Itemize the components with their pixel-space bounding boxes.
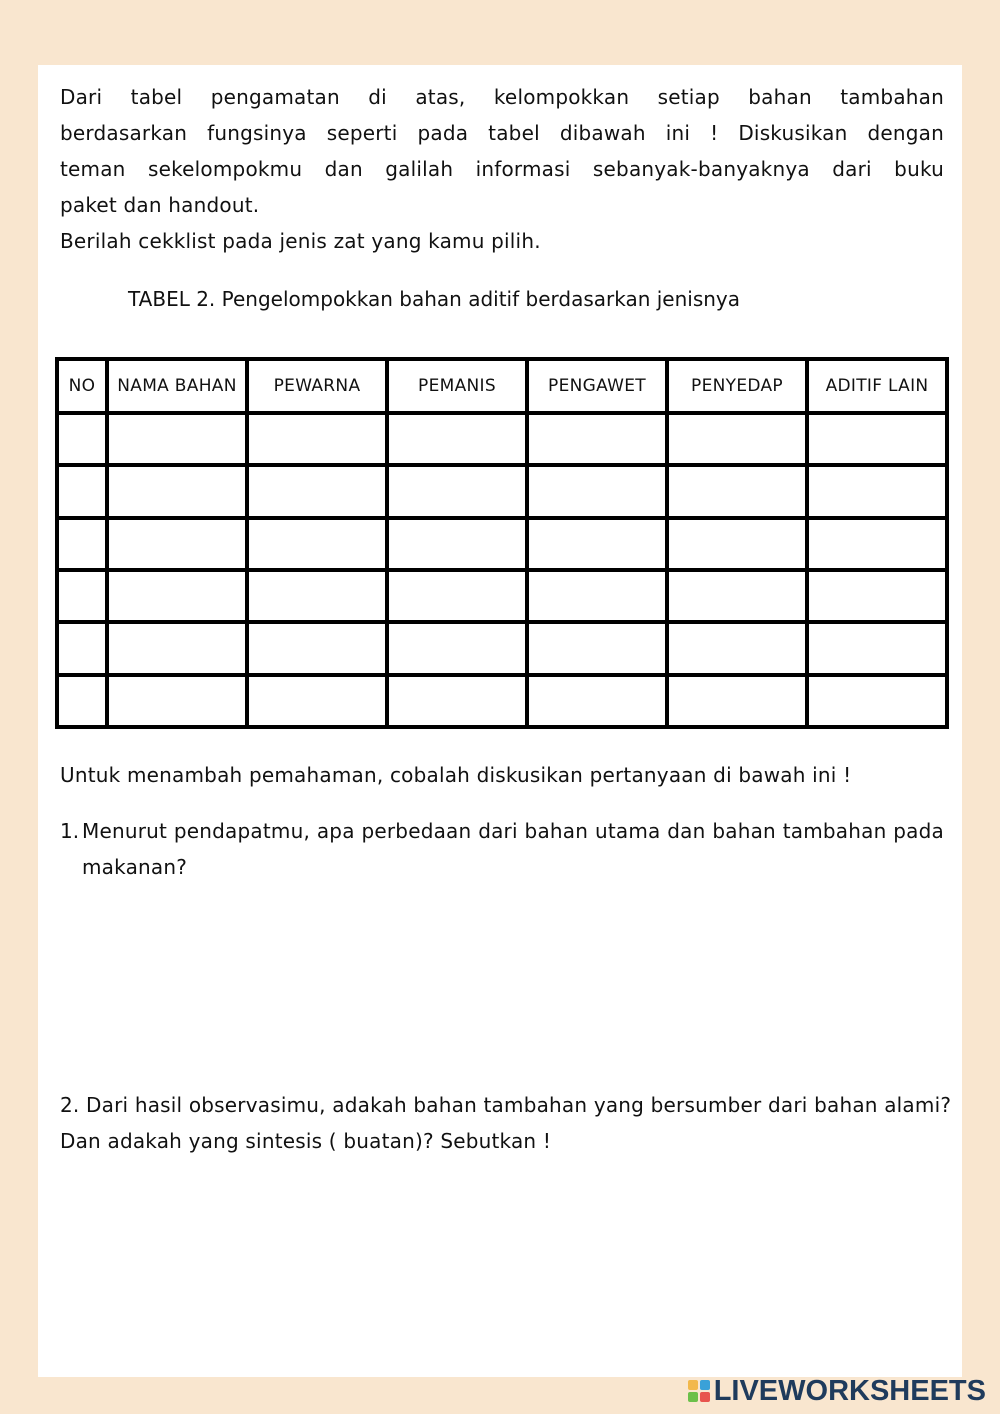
- checklist-instruction: Berilah cekklist pada jenis zat yang kamu pilih.: [60, 229, 541, 253]
- table-cell[interactable]: [107, 518, 247, 570]
- table-cell[interactable]: [387, 570, 527, 622]
- intro-line: paket dan handout.: [60, 193, 260, 217]
- table-cell[interactable]: [807, 413, 947, 465]
- logo-square: [700, 1380, 710, 1390]
- table-cell[interactable]: [667, 675, 807, 727]
- table-row: [57, 675, 947, 727]
- header-nama-bahan: NAMA BAHAN: [107, 359, 247, 413]
- table-cell[interactable]: [107, 413, 247, 465]
- table-cell[interactable]: [807, 518, 947, 570]
- table-cell[interactable]: [247, 465, 387, 517]
- table-cell[interactable]: [247, 570, 387, 622]
- table-cell[interactable]: [57, 622, 107, 674]
- table-cell[interactable]: [57, 465, 107, 517]
- discussion-intro: Untuk menambah pemahaman, cobalah diskusikan pertanyaan di bawah ini !: [60, 763, 852, 787]
- table-row: [57, 622, 947, 674]
- logo-square: [700, 1392, 710, 1402]
- table-cell[interactable]: [107, 675, 247, 727]
- table-cell[interactable]: [807, 622, 947, 674]
- intro-line: teman sekelompokmu dan galilah informasi sebanyak-banyaknya dari buku: [60, 157, 944, 181]
- intro-line: Dari tabel pengamatan di atas, kelompokkan setiap bahan tambahan: [60, 85, 944, 109]
- table-cell[interactable]: [247, 675, 387, 727]
- table-cell[interactable]: [247, 518, 387, 570]
- header-no: NO: [57, 359, 107, 413]
- table-row: [57, 413, 947, 465]
- question-2-text: 2. Dari hasil observasimu, adakah bahan tambahan yang bersumber dari bahan alami? Dan adakah yang sintesis ( buatan)? Sebutkan !: [60, 1093, 952, 1153]
- table-cell[interactable]: [57, 413, 107, 465]
- table-cell[interactable]: [667, 570, 807, 622]
- intro-paragraph: [60, 79, 944, 223]
- table-cell[interactable]: [667, 518, 807, 570]
- table-cell[interactable]: [527, 518, 667, 570]
- table-cell[interactable]: [807, 570, 947, 622]
- table-cell[interactable]: [527, 570, 667, 622]
- table-cell[interactable]: [527, 465, 667, 517]
- table-caption: TABEL 2. Pengelompokkan bahan aditif berdasarkan jenisnya: [128, 287, 741, 311]
- liveworksheets-logo-icon: [688, 1380, 710, 1402]
- header-pemanis: PEMANIS: [387, 359, 527, 413]
- table-cell[interactable]: [57, 570, 107, 622]
- table-cell[interactable]: [807, 465, 947, 517]
- table-cell[interactable]: [527, 413, 667, 465]
- table-cell[interactable]: [527, 622, 667, 674]
- table-cell[interactable]: [247, 413, 387, 465]
- table-cell[interactable]: [387, 413, 527, 465]
- question-1-number: 1.: [60, 819, 80, 843]
- worksheet-page: [38, 65, 962, 1377]
- additive-classification-table: [55, 357, 949, 729]
- table-cell[interactable]: [667, 622, 807, 674]
- table-cell[interactable]: [107, 622, 247, 674]
- intro-line: berdasarkan fungsinya seperti pada tabel dibawah ini ! Diskusikan dengan: [60, 121, 944, 145]
- table-cell[interactable]: [667, 465, 807, 517]
- header-aditif-lain: ADITIF LAIN: [807, 359, 947, 413]
- table-row: [57, 570, 947, 622]
- watermark-text: LIVEWORKSHEETS: [713, 1374, 986, 1407]
- table-cell[interactable]: [387, 622, 527, 674]
- table-cell[interactable]: [247, 622, 387, 674]
- table-cell[interactable]: [57, 675, 107, 727]
- table-header-row: [57, 359, 947, 413]
- logo-square: [688, 1380, 698, 1390]
- table-cell[interactable]: [107, 465, 247, 517]
- table-cell[interactable]: [807, 675, 947, 727]
- logo-square: [688, 1392, 698, 1402]
- table-cell[interactable]: [527, 675, 667, 727]
- table-row: [57, 518, 947, 570]
- header-pewarna: PEWARNA: [247, 359, 387, 413]
- liveworksheets-watermark: [688, 1374, 986, 1408]
- question-1-text: Menurut pendapatmu, apa perbedaan dari bahan utama dan bahan tambahan pada makanan?: [82, 819, 944, 879]
- header-penyedap: PENYEDAP: [667, 359, 807, 413]
- table-cell[interactable]: [387, 518, 527, 570]
- table-cell[interactable]: [57, 518, 107, 570]
- table-cell[interactable]: [387, 675, 527, 727]
- table-cell[interactable]: [387, 465, 527, 517]
- table-body: [57, 413, 947, 727]
- table-cell[interactable]: [667, 413, 807, 465]
- header-pengawet: PENGAWET: [527, 359, 667, 413]
- table-row: [57, 465, 947, 517]
- table-cell[interactable]: [107, 570, 247, 622]
